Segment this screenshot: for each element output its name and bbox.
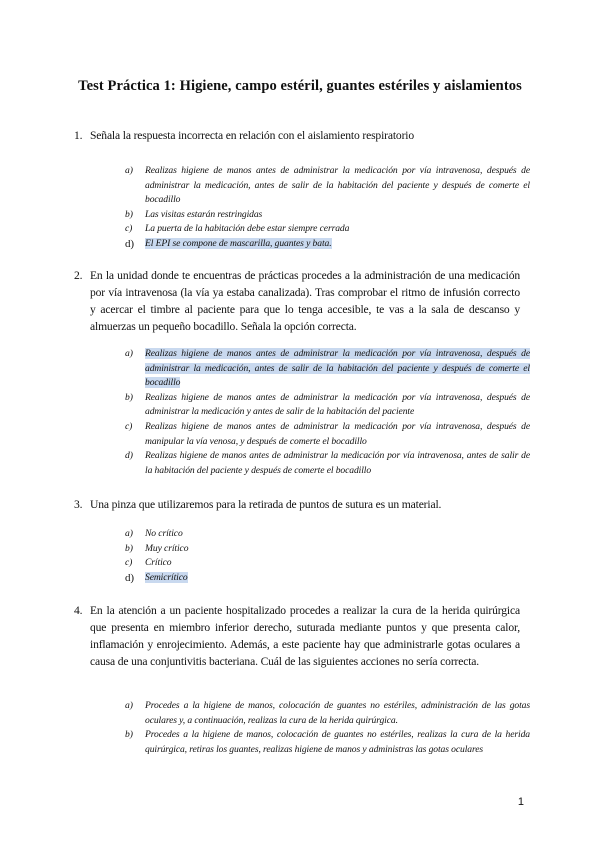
option-label: a) <box>125 528 133 539</box>
option-d-highlighted[interactable] <box>125 571 530 586</box>
question-number: 2. <box>74 269 83 282</box>
option-b[interactable] <box>125 542 530 557</box>
option-label: c) <box>125 420 133 432</box>
option-text: Realizas higiene de manos antes de administrar la medicación por vía intravenosa, después de administrar la medicación, antes de salir de la habitación del paciente y después de comerte el bocadillo <box>145 165 530 206</box>
option-text: El EPI se compone de mascarilla, guantes y bata. <box>145 237 332 249</box>
option-label: d) <box>125 571 134 584</box>
question-text: En la atención a un paciente hospitalizado procedes a realizar la cura de la herida quirúrgica que presenta en miembro inferior derecho, suturada mediante puntos y que presenta calor, inflamación y enrojecimiento. Además, a este paciente hay que administrarle gotas oculares a causa de una conjuntivitis bacteriana. Cuál de las siguientes acciones no sería correcta. <box>90 604 520 668</box>
option-text: La puerta de la habitación debe estar siempre cerrada <box>145 223 350 235</box>
option-label: a) <box>125 700 133 711</box>
option-label: d) <box>125 237 134 250</box>
option-label: b) <box>125 729 133 741</box>
option-d-highlighted[interactable] <box>125 237 530 252</box>
option-label: a) <box>125 165 133 176</box>
question-text: En la unidad donde te encuentras de prácticas procedes a la administración de una medicación por vía intravenosa (la vía ya estaba canalizada). Tras comprobar el ritmo de infusión correcto y acercar el timbre al paciente para que lo tenga accesible, te vas a la sala de descanso y almuerzas un pequeño bocadillo. Señala la opción correcta. <box>90 269 520 333</box>
option-text: Realizas higiene de manos antes de administrar la medicación por vía intravenosa, después de manipular la vía venosa, y después de comerte el bocadillo <box>145 420 530 447</box>
option-text: No crítico <box>145 528 183 539</box>
option-text: Las visitas estarán restringidas <box>145 208 263 220</box>
option-a[interactable] <box>125 527 530 542</box>
option-text: Realizas higiene de manos antes de administrar la medicación por vía intravenosa, después de administrar la medicación y antes de salir de la habitación del paciente <box>145 391 530 418</box>
question-2 <box>74 267 520 335</box>
option-label: a) <box>125 348 133 359</box>
option-d[interactable] <box>125 449 530 478</box>
option-text: Crítico <box>145 557 172 569</box>
question-number: 3. <box>74 498 83 511</box>
question-number: 4. <box>74 604 83 617</box>
option-text: Muy crítico <box>145 542 189 554</box>
question-3 <box>74 496 520 513</box>
option-label: b) <box>125 542 133 554</box>
option-label: c) <box>125 557 133 569</box>
option-a[interactable] <box>125 699 530 728</box>
option-b[interactable] <box>125 208 530 223</box>
option-b[interactable] <box>125 391 530 420</box>
option-a-highlighted[interactable] <box>125 347 530 391</box>
question-1 <box>74 127 520 144</box>
option-text: Realizas higiene de manos antes de administrar la medicación por vía intravenosa, antes de salir de la habitación del paciente y después de comerte el bocadillo <box>145 450 530 476</box>
question-text: Una pinza que utilizaremos para la retirada de puntos de sutura es un material. <box>90 498 442 511</box>
question-3-options <box>125 527 530 585</box>
option-b[interactable] <box>125 728 530 757</box>
option-label: b) <box>125 208 133 220</box>
option-a[interactable] <box>125 164 530 208</box>
question-2-options <box>125 347 530 478</box>
option-text: Procedes a la higiene de manos, colocación de guantes no estériles, realizas la cura de la herida quirúrgica, retiras los guantes, realizas higiene de manos y administras las gotas oculares <box>145 729 530 755</box>
page-number: 1 <box>517 796 524 808</box>
option-label: d) <box>125 450 133 462</box>
question-1-options <box>125 164 530 252</box>
option-text: Semicrítico <box>145 571 188 583</box>
option-text: Realizas higiene de manos antes de administrar la medicación por vía intravenosa, después de administrar la medicación, antes de salir de la habitación del paciente y después de comerte el bocadillo <box>145 348 530 389</box>
option-c[interactable] <box>125 420 530 449</box>
option-c[interactable] <box>125 222 530 237</box>
option-c[interactable] <box>125 556 530 571</box>
document-title: Test Práctica 1: Higiene, campo estéril, guantes estériles y aislamientos <box>78 78 522 94</box>
option-text: Procedes a la higiene de manos, colocación de guantes no estériles, administración de las gotas oculares y, a continuación, realizas la cura de la herida quirúrgica. <box>145 700 530 726</box>
question-4-options <box>125 699 530 757</box>
option-label: b) <box>125 391 133 403</box>
question-4 <box>74 602 520 670</box>
option-label: c) <box>125 223 133 235</box>
question-text: Señala la respuesta incorrecta en relación con el aislamiento respiratorio <box>90 129 415 142</box>
question-number: 1. <box>74 129 83 142</box>
